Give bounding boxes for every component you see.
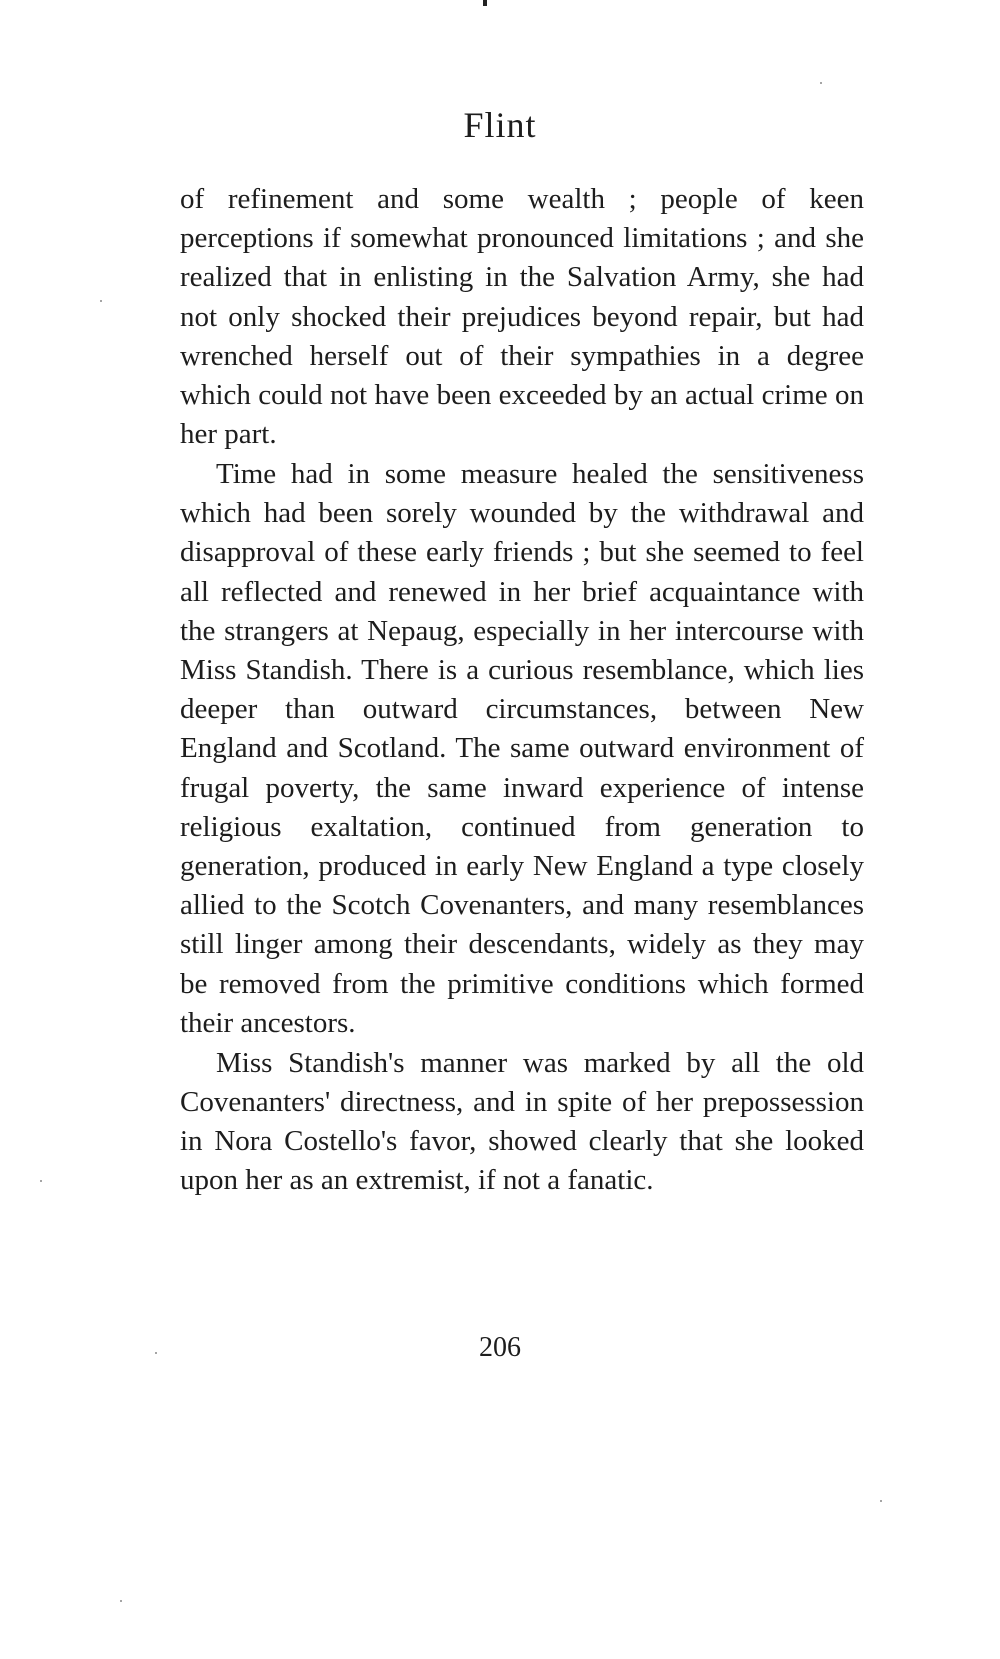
paragraph-3: Miss Standish's manner was marked by all the old Covenanters' directness, and in spite of her prepossession in Nora Costello's favor, showed clearly that she looked upon her as an extremist, if not a fanatic. [180,1046,864,1197]
paper-speck [880,1500,882,1502]
body-text [180,180,864,1200]
paper-speck [100,300,102,302]
paper-speck [40,1180,42,1182]
print-mark [483,0,487,6]
paragraph-1: of refinement and some wealth ; people of keen perceptions if somewhat pronounced limitations ; and she realized that in enlisting in the Salvation Army, she had not only shocked their prejudices beyond repair, but had wrenched herself out of their sympathies in a degree which could not have been exceeded by an actual crime on her part. [180,183,864,451]
paper-speck [155,1352,157,1354]
paper-speck [120,1600,122,1602]
page-number: 206 [479,1332,521,1363]
running-head: Flint [463,105,537,145]
paper-speck [820,82,822,84]
paragraph-2: Time had in some measure healed the sensitiveness which had been sorely wounded by the withdrawal and disapproval of these early friends ; but she seemed to feel all reflected and renewed in her brief acquaintance with the strangers at Nepaug, especially in her intercourse with Miss Standish. There is a curious resemblance, which lies deeper than outward circumstances, between New England and Scotland. The same outward environment of frugal poverty, the same inward experience of intense religious exaltation, continued from generation to generation, produced in early New England a type closely allied to the Scotch Covenanters, and many resemblances still linger among their descendants, widely as they may be removed from the primitive conditions which formed their ancestors. [180,458,864,1039]
